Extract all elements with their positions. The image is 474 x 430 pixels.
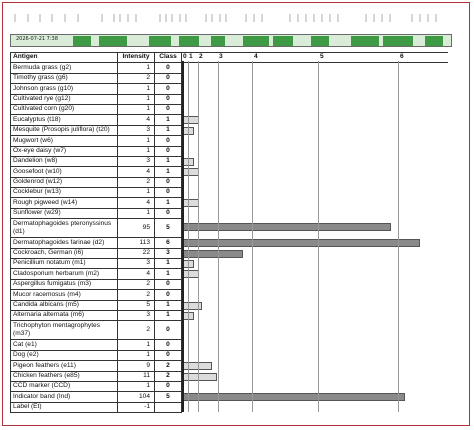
- class-cell: 1: [155, 198, 182, 208]
- intensity-bar: [183, 168, 199, 176]
- class-cell: 0: [155, 350, 182, 360]
- table-row: [11, 156, 449, 166]
- intensity-cell: 1: [118, 350, 155, 360]
- antigen-cell: Goldenrod (w12): [11, 177, 118, 187]
- table-row: [11, 290, 449, 300]
- strip-positive-band: [383, 36, 413, 46]
- table-row: [11, 321, 449, 340]
- intensity-bar: [183, 199, 199, 207]
- intensity-cell: 2: [118, 279, 155, 289]
- intensity-bar: [183, 373, 217, 381]
- intensity-bar-cell: [182, 248, 449, 258]
- header-antigen: Antigen: [11, 53, 118, 63]
- table-row: [11, 63, 449, 73]
- intensity-cell: 3: [118, 156, 155, 166]
- intensity-cell: 1: [118, 146, 155, 156]
- antigen-cell: Candida albicans (m5): [11, 300, 118, 310]
- intensity-cell: 1: [118, 84, 155, 94]
- intensity-bar: [183, 127, 194, 135]
- class-cell: 1: [155, 167, 182, 177]
- table-row: [11, 371, 449, 381]
- intensity-bar-cell: [182, 371, 449, 381]
- strip-positive-band: [179, 36, 199, 46]
- intensity-cell: 2: [118, 73, 155, 83]
- antigen-cell: Sunflower (w29): [11, 208, 118, 218]
- antigen-cell: Cultivated rye (g12): [11, 94, 118, 104]
- intensity-bar-cell: [182, 63, 449, 73]
- class-cell: 1: [155, 300, 182, 310]
- intensity-cell: 3: [118, 310, 155, 320]
- membrane-strip: [10, 8, 452, 48]
- intensity-bar-cell: [182, 94, 449, 104]
- class-cell: 0: [155, 63, 182, 73]
- class-cell: 0: [155, 84, 182, 94]
- intensity-bar: [183, 362, 212, 370]
- intensity-bar-cell: [182, 392, 449, 402]
- antigen-cell: Chicken feathers (e85): [11, 371, 118, 381]
- strip-positive-band: [351, 36, 379, 46]
- results-table: [10, 52, 448, 413]
- table-row: [11, 340, 449, 350]
- strip-positive-band: [273, 36, 293, 46]
- table-row: [11, 310, 449, 320]
- intensity-bar-cell: [182, 350, 449, 360]
- intensity-bar: [183, 302, 202, 310]
- intensity-bar: [183, 312, 194, 320]
- antigen-cell: Cladosporium herbarum (m2): [11, 269, 118, 279]
- class-cell: 0: [155, 94, 182, 104]
- antigen-cell: Mesquite (Prosopis juliflora) (t20): [11, 125, 118, 135]
- intensity-bar: [183, 223, 391, 231]
- intensity-bar: [183, 158, 194, 166]
- antigen-cell: Cat (e1): [11, 340, 118, 350]
- antigen-cell: Dandelion (w8): [11, 156, 118, 166]
- table-row: [11, 177, 449, 187]
- table-row: [11, 269, 449, 279]
- class-cell: 1: [155, 125, 182, 135]
- intensity-bar-cell: [182, 104, 449, 114]
- antigen-cell: Label (Et): [11, 402, 118, 412]
- class-cell: 0: [155, 136, 182, 146]
- class-cell: 1: [155, 115, 182, 125]
- class-cell: 0: [155, 321, 182, 340]
- class-cell: 1: [155, 269, 182, 279]
- intensity-bar-cell: [182, 177, 449, 187]
- intensity-bar-cell: [182, 84, 449, 94]
- header-class: Class: [155, 53, 182, 63]
- antigen-cell: Cultivated corn (g20): [11, 104, 118, 114]
- antigen-cell: Penicillium notatum (m1): [11, 259, 118, 269]
- intensity-cell: 2: [118, 321, 155, 340]
- intensity-cell: 1: [118, 104, 155, 114]
- strip-tick-marks: [10, 8, 452, 30]
- intensity-bar-cell: [182, 290, 449, 300]
- antigen-cell: Timothy grass (g6): [11, 73, 118, 83]
- table-row: [11, 300, 449, 310]
- class-cell: 1: [155, 259, 182, 269]
- table-row: [11, 402, 449, 412]
- table-row: [11, 167, 449, 177]
- header-intensity: Intensity: [118, 53, 155, 63]
- strip-positive-band: [425, 36, 443, 46]
- intensity-bar: [183, 116, 199, 124]
- intensity-bar-cell: [182, 340, 449, 350]
- table-row: [11, 381, 449, 391]
- antigen-cell: Dermatophagoides pteronyssinus (d1): [11, 219, 118, 238]
- intensity-bar-cell: [182, 381, 449, 391]
- table-row: [11, 259, 449, 269]
- intensity-cell: 9: [118, 361, 155, 371]
- class-cell: 2: [155, 371, 182, 381]
- antigen-cell: Indicator band (Ind): [11, 392, 118, 402]
- class-scale-label: 2: [199, 53, 203, 60]
- intensity-bar-cell: [182, 188, 449, 198]
- antigen-cell: Dermatophagoides farinae (d2): [11, 238, 118, 248]
- intensity-cell: 4: [118, 269, 155, 279]
- antigen-cell: Trichophyton mentagrophytes (m37): [11, 321, 118, 340]
- antigen-cell: Bermuda grass (g2): [11, 63, 118, 73]
- antigen-cell: Mugwort (w6): [11, 136, 118, 146]
- class-cell: 0: [155, 188, 182, 198]
- class-cell: 0: [155, 208, 182, 218]
- antigen-cell: Mucor racemosus (m4): [11, 290, 118, 300]
- intensity-bar-cell: [182, 310, 449, 320]
- class-scale-header: [182, 53, 449, 63]
- intensity-bar-cell: [182, 269, 449, 279]
- intensity-cell: 4: [118, 198, 155, 208]
- intensity-cell: 4: [118, 115, 155, 125]
- intensity-cell: 4: [118, 167, 155, 177]
- strip-sample-label: 2026-07-21 7:38: [16, 36, 58, 42]
- table-row: [11, 125, 449, 135]
- class-cell: 5: [155, 219, 182, 238]
- table-row: [11, 208, 449, 218]
- table-row: [11, 73, 449, 83]
- antigen-cell: Cocklebur (w13): [11, 188, 118, 198]
- antigen-cell: Alternaria alternata (m6): [11, 310, 118, 320]
- intensity-bar-cell: [182, 219, 449, 238]
- class-cell: 1: [155, 310, 182, 320]
- antigen-cell: Pigeon feathers (e11): [11, 361, 118, 371]
- class-cell: 0: [155, 104, 182, 114]
- intensity-bar-cell: [182, 259, 449, 269]
- table-row: [11, 146, 449, 156]
- intensity-cell: 95: [118, 219, 155, 238]
- intensity-bar-cell: [182, 238, 449, 248]
- table-row: [11, 94, 449, 104]
- antigen-cell: Cockroach, German (i6): [11, 248, 118, 258]
- class-cell: 0: [155, 279, 182, 289]
- table-row: [11, 238, 449, 248]
- class-scale-label: 0: [183, 53, 187, 60]
- intensity-bar: [183, 270, 199, 278]
- intensity-cell: 2: [118, 177, 155, 187]
- intensity-bar-cell: [182, 125, 449, 135]
- class-cell: 5: [155, 392, 182, 402]
- intensity-cell: 2: [118, 290, 155, 300]
- intensity-bar-cell: [182, 167, 449, 177]
- class-cell: 2: [155, 361, 182, 371]
- strip-positive-band: [73, 36, 91, 46]
- intensity-bar-cell: [182, 321, 449, 340]
- table-row: [11, 350, 449, 360]
- class-cell: 6: [155, 238, 182, 248]
- table-row: [11, 115, 449, 125]
- intensity-bar-cell: [182, 300, 449, 310]
- intensity-cell: 3: [118, 125, 155, 135]
- table-row: [11, 279, 449, 289]
- intensity-bar: [183, 250, 243, 258]
- antigen-cell: Ox-eye daisy (w7): [11, 146, 118, 156]
- table-header-row: [11, 53, 449, 63]
- antigen-cell: Johnson grass (g10): [11, 84, 118, 94]
- intensity-bar-cell: [182, 115, 449, 125]
- intensity-cell: 104: [118, 392, 155, 402]
- intensity-cell: 5: [118, 300, 155, 310]
- strip-band: [10, 34, 452, 47]
- class-cell: 3: [155, 248, 182, 258]
- class-cell: [155, 402, 182, 412]
- intensity-bar-cell: [182, 136, 449, 146]
- class-scale-label: 6: [400, 53, 404, 60]
- intensity-cell: 1: [118, 208, 155, 218]
- class-cell: 0: [155, 381, 182, 391]
- class-cell: 1: [155, 156, 182, 166]
- intensity-cell: -1: [118, 402, 155, 412]
- antigen-cell: CCD marker (CCD): [11, 381, 118, 391]
- intensity-bar-cell: [182, 361, 449, 371]
- class-cell: 0: [155, 73, 182, 83]
- intensity-cell: 1: [118, 381, 155, 391]
- intensity-bar: [183, 260, 194, 268]
- intensity-bar-cell: [182, 279, 449, 289]
- intensity-cell: 113: [118, 238, 155, 248]
- antigen-cell: Eucalyptus (t18): [11, 115, 118, 125]
- intensity-bar-cell: [182, 146, 449, 156]
- table-row: [11, 84, 449, 94]
- table-row: [11, 248, 449, 258]
- antigen-cell: Dog (e2): [11, 350, 118, 360]
- intensity-bar: [183, 239, 420, 247]
- intensity-bar-cell: [182, 198, 449, 208]
- table-row: [11, 198, 449, 208]
- intensity-cell: 1: [118, 340, 155, 350]
- class-cell: 0: [155, 177, 182, 187]
- table-row: [11, 392, 449, 402]
- class-cell: 0: [155, 146, 182, 156]
- strip-positive-band: [99, 36, 127, 46]
- class-scale-label: 4: [254, 53, 258, 60]
- intensity-cell: 1: [118, 136, 155, 146]
- strip-positive-band: [243, 36, 269, 46]
- intensity-cell: 22: [118, 248, 155, 258]
- class-scale-label: 1: [189, 53, 193, 60]
- intensity-bar: [183, 393, 405, 401]
- antigen-cell: Aspergillus fumigatus (m3): [11, 279, 118, 289]
- antigen-cell: Goosefoot (w10): [11, 167, 118, 177]
- class-cell: 0: [155, 290, 182, 300]
- table-row: [11, 136, 449, 146]
- class-scale-label: 5: [320, 53, 324, 60]
- antigen-cell: Rough pigweed (w14): [11, 198, 118, 208]
- intensity-cell: 1: [118, 94, 155, 104]
- table-row: [11, 104, 449, 114]
- class-scale-label: 3: [219, 53, 223, 60]
- table-row: [11, 188, 449, 198]
- strip-positive-band: [311, 36, 329, 46]
- strip-positive-band: [149, 36, 171, 46]
- intensity-bar-cell: [182, 402, 449, 412]
- intensity-cell: 3: [118, 259, 155, 269]
- intensity-cell: 1: [118, 63, 155, 73]
- intensity-bar-cell: [182, 208, 449, 218]
- intensity-cell: 1: [118, 188, 155, 198]
- intensity-bar-cell: [182, 156, 449, 166]
- strip-positive-band: [211, 36, 225, 46]
- intensity-bar-cell: [182, 73, 449, 83]
- table-row: [11, 361, 449, 371]
- table-row: [11, 219, 449, 238]
- class-cell: 0: [155, 340, 182, 350]
- intensity-cell: 11: [118, 371, 155, 381]
